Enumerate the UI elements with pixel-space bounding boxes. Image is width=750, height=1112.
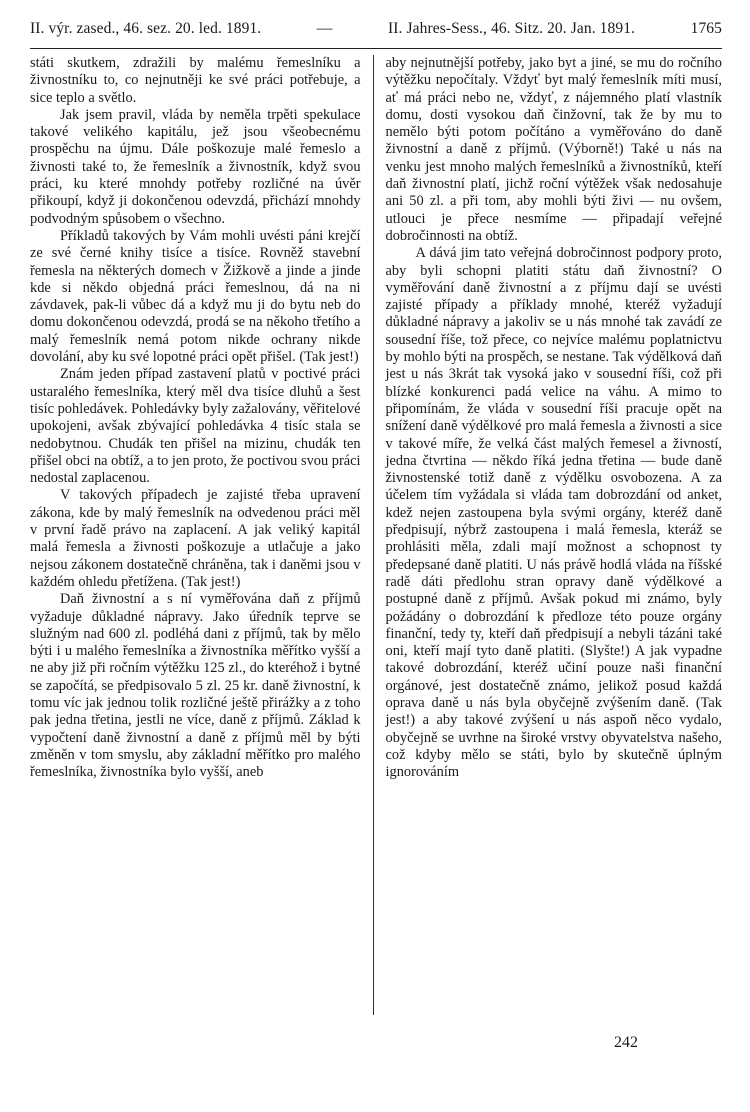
header-dash: — [316,20,333,37]
left-column [30,55,373,1015]
paragraph: Znám jeden případ zastavení platů v poctivé práci ustaralého řemeslníka, který měl dva tisíce dluhů a šest tisíc pohledávek. Pohledávky byly zažalovány, věřitelové upokojeni, avšak zbývající pohledávka 4 tisíc stala se nedobytnou. Chudák ten přišel na mizinu, chudák ten přišel obci na obtíž, a to jen proto, že poctivou svou práci nedostal zaplacenou. [30,366,361,487]
footer-folio: 242 [614,1034,638,1051]
header-left: II. výr. zased., 46. sez. 20. led. 1891. [30,20,262,37]
paragraph: V takových případech je zajisté třeba upravení zákona, kde by malý řemeslník na odvedenou práci měl v první řadě právo na zaplacení. A jak veliký kapitál malá řemesla a živnosti poškozuje a utlačuje a jako nejsou zákonem dostatečně chráněna, tak i daněmi jsou v každém ohledu přetížena. (Tak jest!) [30,487,361,590]
paragraph: Daň živnostní a s ní vyměřována daň z příjmů vyžaduje důkladné nápravy. Jako úředník teprve se služným nad 600 zl. podléhá dani z příjmů, tak by mělo býti i u malého řemeslníka a živnostníka měřítko vyšší a ne aby již při ročním výtěžku 125 zl., do kteréhož i bytné se započítá, se předpisovalo 5 zl. 25 kr. daně živnostní, k tomu víc jak jednou tolik rozličné ještě přirážky a z toho pak jedna třetina, jestli ne více, daně z příjmů. Základ k vypočtení daně živnostní a daně z příjmů měl by býti změněn v tom smyslu, aby základní měřítko pro malého řemeslníka, živnostníka bylo vyšší, aneb [30,591,361,781]
header-right: II. Jahres-Sess., 46. Sitz. 20. Jan. 1891. [388,20,636,37]
right-column [374,55,722,1015]
paragraph: Příkladů takových by Vám mohli uvésti páni krejčí ze své černé knihy tisíce a tisíce. Rovněž stavební řemesla na některých domech v Žižkově a jinde a jinde kde si někdo objedná práci řemeslnou, dá na ni závdavek, pak-li vůbec dá a když mu ji do bytu neb do domu dokončenou odevzdá, prodá se na někoho třetího a malý řemeslník nemá potom nikde ochrany nikde dovolání, aby ku své lopotné práci opět přišel. (Tak jest!) [30,227,361,366]
paragraph: státi skutkem, zdražili by malému řemeslníku a živnostníku to, co nejnutněji ke své práci potřebuje, a sice teplo a světlo. [30,55,361,106]
header-page-number: 1765 [690,20,722,37]
paragraph: A dává jim tato veřejná dobročinnost podpory proto, aby byli schopni platiti státu daň živnostní? O vyměřování daně živnostní a z příjmu dají se uvésti zajisté případy a příklady mnohé, kteréž vyžadují důkladné nápravy a jakoliv se u nás mnohé tak zavádí ze sousední říše, tož přece, co nejvíce malému poplatnictvu by mohlo býti na prospěch, se nestane. Tak výdělková daň jest u nás 3krát tak vysoká jako v sousední říši, což při blízké konkurenci padá velice na váhu. A mimo to připomínám, že vláda v sousední říši pracuje opět na snížení daně výdělkové pro malá řemesla a živnosti a sice v takové míře, že velká část malých řemesel a živností, jedna čtvrtina — někdo říká jedna třetina — bude daně živnostenské totiž daně z výdělku osvobozena. A za účelem tím vyžádala si vláda tam dobrozdání od anket, kdež nejen zastoupena byla svými orgány, kteréž daně předpisují, nýbrž zastoupena i malá řemesla, kteráž se prohlásiti měla, zdali mají možnost a schopnost ty předepsané daně platiti. U nás právě hodlá vláda na říšské radě dáti předlohu stran opravy daně výdělkové a postupné daně z příjmů. Avšak pokud mi známo, byly požádány o dobrozdání k předloze této pouze orgány finanční, tedy ty, kteří daň předpisují a nebyli tázáni také oni, kteří mají tyto daně platiti. (Slyšte!) A jak vypadne takové dobrozdání, kteréž učiní pouze naši finanční orgánové, jest dostatečně známo, jelikož posud každá oprava daně u nás byla obyčejně zvýšením daně. (Tak jest!) a aby takové zvýšení u nás aspoň něco vydalo, obyčejně se uvrhne na široké vrstvy obyvatelstva našeho, což kdyby mělo se státi, bylo by skutečně úplným ignorováním [385,245,722,781]
running-header [30,20,722,49]
paragraph: aby nejnutnější potřeby, jako byt a jiné, se mu do ročního výtěžku nepočítaly. Vždyť byt malý řemeslník míti musí, ať má práci nebo ne, vždyť, z nájemného platí vlastník domu, dosti vysokou daň činžovní, tak že by mu to nemělo býti potom počítáno a vyměřováno do daně živnostní a daně z příjmů. (Výborně!) Také u nás na venku jest mnoho malých řemeslníků a živnostníků, kteří daň živnostní platí, jichž roční výtěžek však nedosahuje ani 50 zl. a při tom, aby mohli býti živi — nu ovšem, utlouci je přece nesmíme — připadají veřejné dobročinnosti na obtíž. [385,55,722,244]
paragraph: Jak jsem pravil, vláda by neměla trpěti spekulace takové velikého kapitálu, jež jsou všeobecnému prospěchu na újmu. Dále poškozuje malé řemeslo a živnosti také to, že řemeslník a živnostník, když svou práci, ku které mnohdy potřeby rozličné na úvěr přikoupí, když ji dokončenou odevzdá, přichází mnohdy podvodným spůsobem o všechno. [30,106,361,227]
text-columns [30,55,722,1015]
